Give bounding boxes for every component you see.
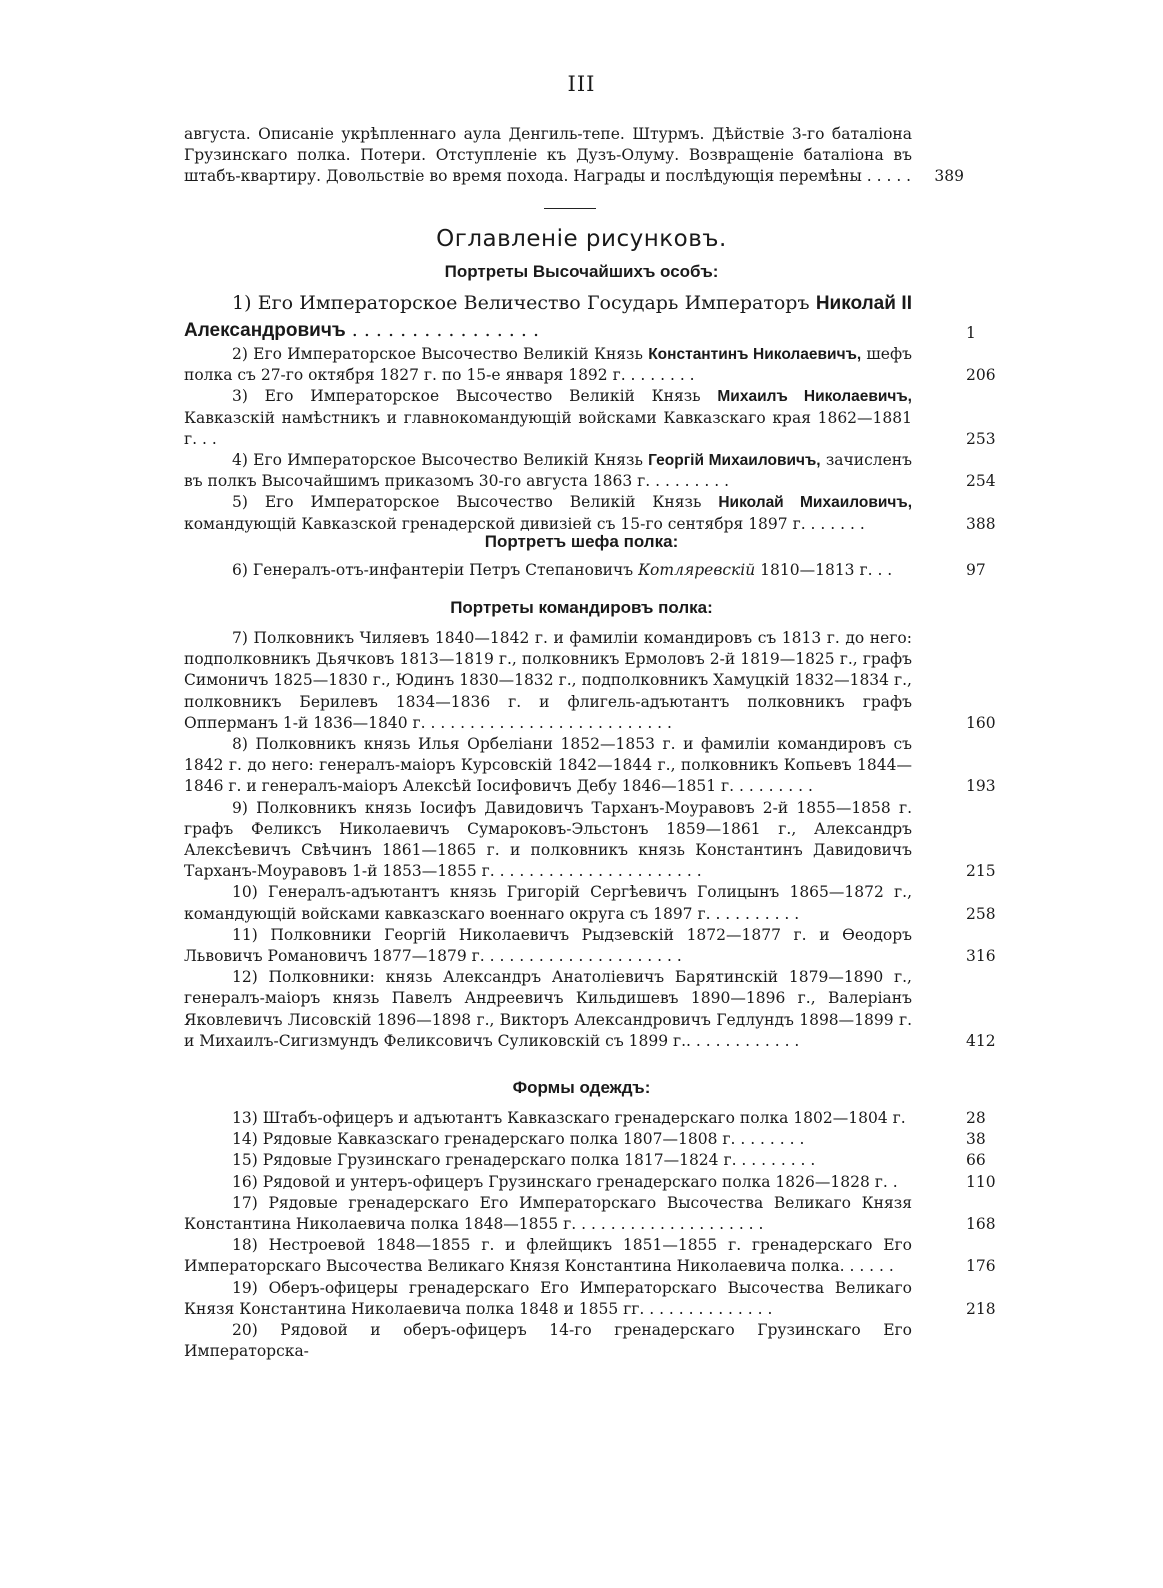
entry-text: 13) Штабъ-офицеръ и адъютантъ Кавказскаго гренадерскаго полка 1802—1804 г. [232, 1109, 906, 1127]
divider-rule [544, 208, 596, 209]
entry-text: 4) Его Императорское Высочество Великій Князь [232, 451, 649, 470]
entry-name-italic: Котляревскій [638, 561, 756, 579]
entry-leader: шефъ полка съ 27-го октября 1827 г. по 15-е января 1892 г. . . . . . . . [184, 345, 912, 385]
entry-text: 19) Оберъ-офицеры гренадерскаго Его Императорскаго Высочества Великаго Князя Константина Николаевича полка 1848 и 1855 гг. . . . . . . . . . . . . . [184, 1278, 912, 1318]
section-heading-royal-portraits: Портреты Высочайшихъ особъ: [444, 262, 719, 281]
royal-portraits-list [184, 290, 996, 535]
intro-paragraph [184, 124, 964, 188]
entry-page-ref: 160 [966, 713, 996, 732]
entry-page-ref: 215 [966, 862, 996, 881]
toc-entry [184, 344, 996, 386]
entry-page-ref: 1 [966, 323, 976, 342]
toc-entry [184, 882, 996, 924]
toc-entry [184, 798, 996, 883]
chief-portrait-list [184, 560, 986, 581]
entry-page-ref: 388 [966, 514, 996, 533]
entry-text: 16) Рядовой и унтеръ-офицеръ Грузинскаго гренадерскаго полка 1826—1828 г. . [232, 1172, 898, 1191]
entry-page-ref: 97 [966, 561, 986, 579]
entry-name-bold: Николай II Александровичъ [184, 293, 912, 341]
toc-entry [184, 560, 986, 581]
section-heading-commanders: Портреты командировъ полка: [450, 598, 713, 617]
commanders-list [184, 628, 996, 1052]
toc-entry [184, 1320, 964, 1362]
entry-text: 5) Его Императорское Высочество Великій Князь [232, 493, 719, 512]
entry-text: 7) Полковникъ Чиляевъ 1840—1842 г. и фамиліи командировъ съ 1813 г. до него: подполковникъ Дьячковъ 1813—1819 г., полковникъ Ермоловъ 2-й 1819—1825 г., графъ Симоничъ 1825—1830 г., Юдинъ 1830—1832 г., подполковникъ Хамуцкій 1832—1834 г., полковникъ Берилевъ 1834—1836 г. и флигель-адъютантъ полковникъ графъ Опперманъ 1-й 1836—1840 г. . . . . . . . . . . . . . . . . . . . . . . . . . [184, 629, 912, 732]
entry-leader: . . . . . . . . . . . . . . . . [345, 319, 539, 341]
entry-page-ref: 38 [966, 1130, 986, 1149]
entry-page-ref: 253 [966, 429, 996, 448]
entry-leader: зачисленъ въ полкъ Высочайшимъ приказомъ 30-го августа 1863 г. . . . . . . . . [184, 451, 913, 491]
entry-page-ref: 254 [966, 472, 996, 491]
toc-entry [184, 1129, 986, 1150]
entry-name-bold: Константинъ Николаевичъ, [648, 346, 862, 363]
toc-entry [184, 290, 976, 344]
entry-page-ref: 412 [966, 1031, 996, 1050]
entry-leader: 1810—1813 г. . . [755, 561, 893, 579]
entry-text: 18) Нестроевой 1848—1855 г. и флейщикъ 1851—1855 г. гренадерскаго Его Императорскаго Высочества Великаго Князя Константина Николаевича полка. . . . . . [184, 1236, 912, 1276]
entry-leader: Кавказскій намѣстникъ и главнокомандующій войсками Кавказскаго края 1862—1881 г. . . [184, 408, 912, 448]
toc-entry [184, 734, 996, 798]
entry-page-ref: 258 [966, 904, 996, 923]
entry-page-ref: 218 [966, 1299, 996, 1318]
entry-name-bold: Николай Михаиловичъ, [718, 494, 912, 512]
entry-page-ref: 66 [966, 1151, 986, 1170]
entry-text: 17) Рядовые гренадерскаго Его Императорскаго Высочества Великаго Князя Константина Николаевича полка 1848—1855 г. . . . . . . . . . . . . . . . . . . . [184, 1193, 912, 1234]
toc-entry [184, 450, 996, 492]
intro-page-ref: 389 [934, 167, 964, 186]
entry-page-ref: 193 [966, 777, 996, 796]
entry-text: 14) Рядовые Кавказскаго гренадерскаго полка 1807—1808 г. . . . . . . . [232, 1130, 805, 1149]
entry-text: 2) Его Императорское Высочество Великій Князь [232, 345, 649, 363]
entry-text: 15) Рядовые Грузинскаго гренадерскаго полка 1817—1824 г. . . . . . . . . [232, 1151, 816, 1170]
uniforms-list [184, 1108, 996, 1362]
toc-entry [184, 1193, 996, 1235]
section-heading-chief-portrait: Портретъ шефа полка: [484, 532, 679, 551]
entry-text: 11) Полковники Георгій Николаевичъ Рыдзевскій 1872—1877 г. и Ѳеодоръ Львовичъ Романовичъ 1877—1879 г. . . . . . . . . . . . . . . . . . . . . [184, 925, 912, 966]
entry-text: 6) Генералъ-отъ-инфантеріи Петръ Степановичъ [232, 561, 639, 579]
entry-name-bold: Михаилъ Николаевичъ, [717, 388, 912, 406]
entry-leader: командующій Кавказской гренадерской дивизіей съ 15-го сентября 1897 г. . . . . . . [184, 514, 865, 533]
toc-entry [184, 1108, 986, 1129]
entry-text: 12) Полковники: князь Александръ Анатоліевичъ Барятинскій 1879—1890 г., генералъ-маіоръ князь Павелъ Андреевичъ Кильдишевъ 1890—1896 г., Валеріанъ Яковлевичъ Лисовскій 1896—1898 г., Викторъ Александровичъ Гедлундъ 1898—1899 г. и Михаилъ-Сигизмундъ Феликсовичъ Суликовскій съ 1899 г.. . . . . . . . . . . . [184, 968, 912, 1050]
toc-entry [184, 386, 996, 450]
toc-entry [184, 628, 996, 734]
toc-entry [184, 1235, 996, 1277]
entry-page-ref: 176 [966, 1257, 996, 1276]
entry-page-ref: 316 [966, 947, 996, 966]
toc-title: Оглавленіе рисунковъ. [436, 226, 727, 252]
entry-page-ref: 28 [966, 1109, 986, 1127]
entry-text: 1) Его Императорское Величество Государь Императоръ [232, 292, 816, 314]
entry-page-ref: 168 [966, 1215, 996, 1234]
toc-entry [184, 492, 996, 534]
intro-text: августа. Описаніе укрѣпленнаго аула Денгиль-тепе. Штурмъ. Дѣйствіе 3-го баталіона Грузинскаго полка. Потери. Отступленіе къ Дузъ-Олуму. Возвращеніе баталіона въ штабъ-квартиру. Довольствіе во время похода. Награды и послѣдующія перемѣны . . . . . [184, 125, 912, 186]
entry-name-bold: Георгій Михаиловичъ, [648, 452, 821, 470]
entry-page-ref: 110 [966, 1172, 996, 1191]
section-heading-uniforms: Формы одеждъ: [512, 1078, 651, 1097]
toc-entry [184, 1278, 996, 1320]
toc-entry [184, 967, 996, 1052]
entry-text: 3) Его Императорское Высочество Великій Князь [232, 387, 718, 406]
entry-text: 10) Генералъ-адъютантъ князь Григорій Сергѣевичъ Голицынъ 1865—1872 г., командующій войсками кавказскаго военнаго округа съ 1897 г. . . . . . . . . . [184, 883, 912, 923]
entry-text: 8) Полковникъ князь Илья Орбеліани 1852—1853 г. и фамиліи командировъ съ 1842 г. до него: генералъ-маіоръ Курсовскій 1842—1844 г., полковникъ Копьевъ 1844—1846 г. и генералъ-маіоръ Алексѣй Іосифовичъ Дебу 1846—1851 г. . . . . . . . . [184, 735, 912, 796]
entry-text: 9) Полковникъ князь Іосифъ Давидовичъ Тарханъ-Моуравовъ 2-й 1855—1858 г. графъ Феликсъ Николаевичъ Сумароковъ-Эльстонъ 1859—1861 г., Александръ Алексѣевичъ Свѣчинъ 1861—1865 г. и полковникъ князь Константинъ Давидовичъ Тарханъ-Моуравовъ 1-й 1853—1855 г. . . . . . . . . . . . . . . . . . . . . . [184, 798, 912, 881]
toc-entry [184, 1150, 986, 1171]
entry-text: 20) Рядовой и оберъ-офицеръ 14-го гренадерскаго Грузинскаго Его Императорска- [184, 1321, 912, 1361]
toc-entry [184, 1172, 996, 1193]
toc-entry [184, 925, 996, 967]
page-number: III [567, 72, 596, 96]
entry-page-ref: 206 [966, 366, 996, 385]
